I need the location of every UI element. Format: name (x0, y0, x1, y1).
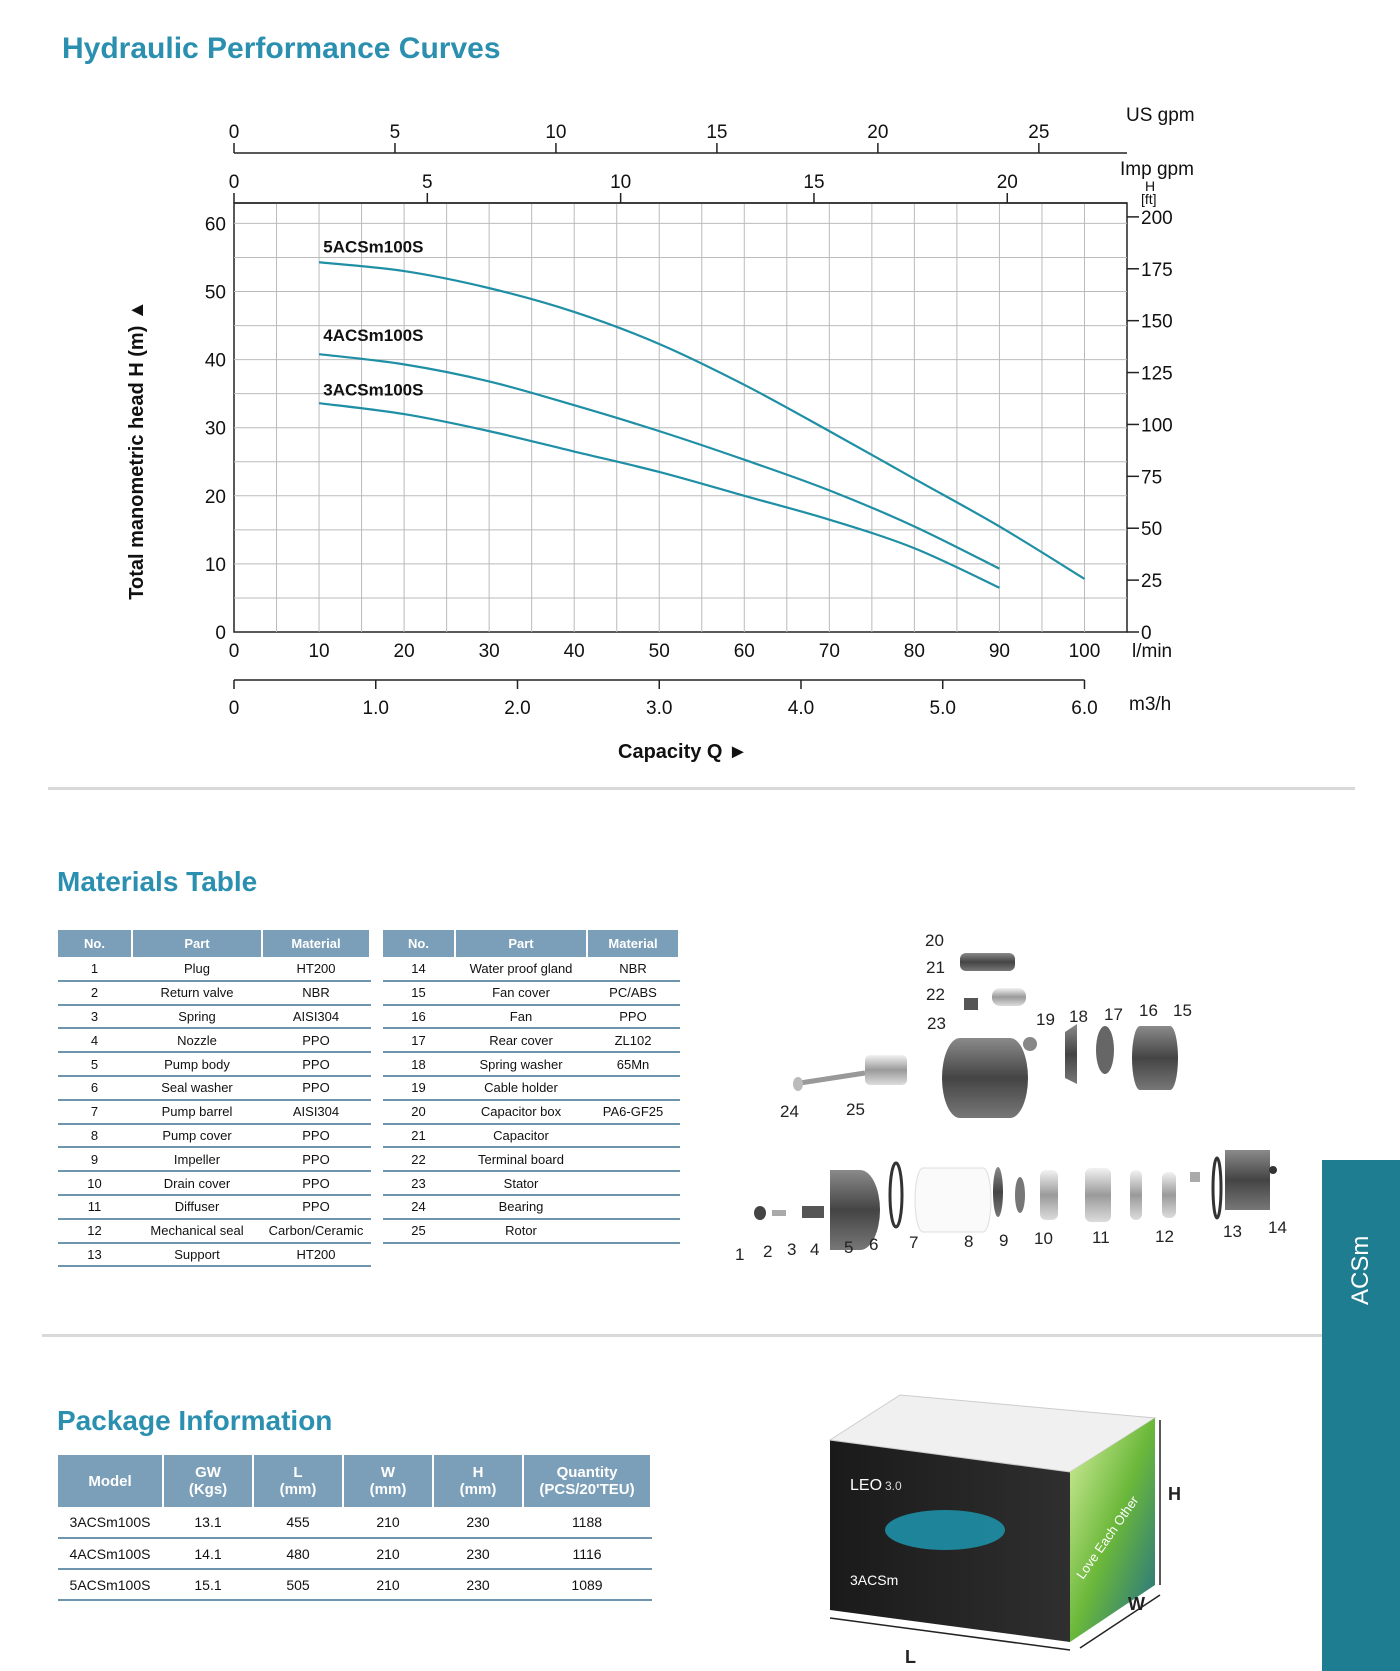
cell-no: 19 (383, 1076, 455, 1100)
table-row (58, 1538, 651, 1569)
table-row (58, 981, 370, 1005)
m3h-tick-label: 3.0 (646, 698, 673, 719)
cell-part: Stator (455, 1171, 587, 1195)
table-row (58, 1171, 370, 1195)
cell-material: PPO (262, 1028, 370, 1052)
box-pump-image (885, 1510, 1005, 1550)
ft-tick-label: 100 (1141, 415, 1173, 437)
cell-part: Fan cover (455, 981, 587, 1005)
pkg-cell: 13.1 (163, 1507, 253, 1538)
pkg-cell: 480 (253, 1538, 343, 1569)
cell-no: 18 (383, 1052, 455, 1076)
part-callout-4: 4 (810, 1240, 820, 1259)
ft-tick-label: 125 (1141, 363, 1173, 385)
x-tick-label: 0 (228, 641, 240, 662)
pkg-cell: 230 (433, 1507, 523, 1538)
materials-table-left (58, 930, 371, 1267)
table-row (58, 1028, 370, 1052)
curves-title: Hydraulic Performance Curves (62, 32, 501, 65)
cell-material: PPO (262, 1195, 370, 1219)
exploded-view-diagram (720, 920, 1287, 1270)
cell-part: Impeller (132, 1147, 262, 1171)
box-slogan: Love Each Other (1073, 1493, 1142, 1582)
pkg-col-header (433, 1455, 523, 1507)
col-header-part: Part (132, 930, 262, 957)
dim-w-label: W (1128, 1594, 1145, 1614)
cell-part: Plug (132, 957, 262, 981)
table-row (383, 1052, 679, 1076)
series-label-4ACSm100S: 4ACSm100S (323, 325, 424, 345)
cell-no: 10 (58, 1171, 132, 1195)
cell-part: Nozzle (132, 1028, 262, 1052)
divider-middle (42, 1334, 1322, 1337)
cell-no: 9 (58, 1147, 132, 1171)
cell-no: 15 (383, 981, 455, 1005)
part-callout-18: 18 (1069, 1007, 1088, 1026)
cell-part: Capacitor (455, 1124, 587, 1148)
rear-cover-shape (1065, 1024, 1077, 1084)
cell-material: 65Mn (587, 1052, 679, 1076)
table-row (383, 981, 679, 1005)
cell-material: PPO (262, 1076, 370, 1100)
cell-part: Bearing (455, 1195, 587, 1219)
col-header-no: No. (58, 930, 132, 957)
cell-material: AISI304 (262, 1100, 370, 1124)
pkg-cell: 230 (433, 1569, 523, 1600)
part-callout-8: 8 (964, 1232, 974, 1251)
us-tick-label: 5 (389, 122, 401, 143)
imp-tick-label: 0 (228, 172, 240, 193)
part-callout-13: 13 (1223, 1222, 1242, 1241)
pkg-cell: 230 (433, 1538, 523, 1569)
series-label-5ACSm100S: 5ACSm100S (323, 237, 424, 257)
cell-material: PPO (262, 1171, 370, 1195)
cell-no: 1 (58, 957, 132, 981)
table-row (58, 1076, 370, 1100)
y-tick-label: 40 (204, 350, 226, 372)
shaft-shape (800, 1073, 865, 1083)
y-tick-label: 50 (204, 282, 226, 304)
pkg-col-header (523, 1455, 651, 1507)
pkg-header-line: (PCS/20'TEU) (539, 1481, 635, 1498)
part-callout-23: 23 (927, 1014, 946, 1033)
mechanical-seal-shape (1190, 1172, 1200, 1182)
cell-no: 24 (383, 1195, 455, 1219)
pump-barrel-shape (915, 1168, 991, 1232)
x-tick-label: 70 (818, 641, 840, 662)
x-tick-label: 60 (733, 641, 755, 662)
table-row (383, 1100, 679, 1124)
imp-tick-label: 20 (996, 172, 1018, 193)
cell-material: PC/ABS (587, 981, 679, 1005)
terminal-board-shape (964, 998, 978, 1010)
pkg-header-line: (mm) (279, 1481, 317, 1498)
cell-no: 7 (58, 1100, 132, 1124)
pkg-header-line: L (293, 1464, 303, 1481)
cell-no: 8 (58, 1124, 132, 1148)
table-row (58, 1243, 370, 1267)
ft-tick-label: 75 (1141, 467, 1163, 489)
cell-no: 21 (383, 1124, 455, 1148)
table-row (383, 957, 679, 981)
pkg-cell: 1116 (523, 1538, 651, 1569)
cell-part: Drain cover (132, 1171, 262, 1195)
package-table (58, 1455, 652, 1601)
table-row (383, 1124, 679, 1148)
us-tick-label: 15 (706, 122, 728, 143)
table-row (58, 1219, 370, 1243)
box-model: 3ACSm (850, 1572, 899, 1588)
package-title: Package Information (57, 1405, 333, 1436)
bearing-shape (793, 1077, 803, 1091)
cell-part: Seal washer (132, 1076, 262, 1100)
x-tick-label: 20 (393, 641, 415, 662)
pkg-header-line: H (472, 1464, 484, 1481)
pkg-cell: 455 (253, 1507, 343, 1538)
gland-shape (1269, 1166, 1277, 1174)
y-tick-label: 60 (204, 214, 226, 236)
capacitor-shape (992, 988, 1026, 1006)
imp-gpm-label: Imp gpm (1120, 159, 1194, 180)
cell-no: 23 (383, 1171, 455, 1195)
pkg-cell: 210 (343, 1538, 433, 1569)
part-callout-5: 5 (844, 1238, 854, 1257)
pkg-header-line: Quantity (556, 1464, 618, 1481)
pkg-cell: 5ACSm100S (58, 1569, 163, 1600)
imp-tick-label: 15 (803, 172, 825, 193)
pkg-cell: 14.1 (163, 1538, 253, 1569)
part-callout-16: 16 (1139, 1001, 1158, 1020)
ft-tick-label: 0 (1141, 623, 1152, 644)
part-callout-19: 19 (1036, 1010, 1055, 1029)
impeller-shape (1015, 1177, 1025, 1213)
pkg-col-header (343, 1455, 433, 1507)
x-unit-m3h: m3/h (1129, 694, 1172, 715)
cell-part: Capacitor box (455, 1100, 587, 1124)
performance-chart (0, 0, 1400, 780)
cell-no: 3 (58, 1005, 132, 1029)
side-tab-label: ACSm (1347, 1235, 1374, 1305)
part-callout-21: 21 (926, 958, 945, 977)
part-callout-7: 7 (909, 1233, 919, 1252)
box-brand: LEO (850, 1477, 883, 1494)
fan-shape (1096, 1026, 1114, 1074)
pkg-cell: 1188 (523, 1507, 651, 1538)
cell-part: Pump body (132, 1052, 262, 1076)
table-row (383, 1076, 679, 1100)
cell-no: 12 (58, 1219, 132, 1243)
part-callout-3: 3 (787, 1240, 797, 1259)
cell-no: 5 (58, 1052, 132, 1076)
x-tick-label: 80 (903, 641, 925, 662)
m3h-tick-label: 4.0 (787, 698, 815, 719)
cell-material: HT200 (262, 1243, 370, 1267)
cell-no: 11 (58, 1195, 132, 1219)
part-callout-15: 15 (1173, 1001, 1192, 1020)
cell-part: Cable holder (455, 1076, 587, 1100)
table-row (383, 1219, 679, 1243)
pkg-cell: 4ACSm100S (58, 1538, 163, 1569)
fan-cover-shape (1132, 1026, 1178, 1090)
rotor-shape (865, 1055, 907, 1085)
cell-material: NBR (587, 957, 679, 981)
part-callout-11: 11 (1092, 1228, 1110, 1247)
x-tick-label: 50 (648, 641, 670, 662)
imp-tick-label: 5 (422, 172, 433, 193)
us-tick-label: 10 (545, 122, 567, 143)
part-callout-10: 10 (1034, 1229, 1053, 1248)
cell-part: Water proof gland (455, 957, 587, 981)
table-row (383, 1171, 679, 1195)
pkg-header-line: Model (88, 1472, 132, 1490)
cell-material: Carbon/Ceramic (262, 1219, 370, 1243)
table-row (383, 1147, 679, 1171)
table-row (58, 1100, 370, 1124)
cell-material (587, 1195, 679, 1219)
cell-no: 16 (383, 1005, 455, 1029)
ft-tick-label: 200 (1141, 207, 1173, 229)
table-row (58, 1052, 370, 1076)
y-axis-label: Total manometric head H (m) ▲ (126, 300, 148, 600)
ft-tick-label: 150 (1141, 311, 1173, 333)
cell-material: NBR (262, 981, 370, 1005)
table-row (58, 1005, 370, 1029)
pkg-header-line: (Kgs) (188, 1481, 228, 1498)
pkg-cell: 210 (343, 1569, 433, 1600)
divider-top (48, 787, 1355, 790)
table-row (58, 1124, 370, 1148)
nozzle-shape (802, 1206, 824, 1218)
dim-l-label: L (905, 1647, 916, 1667)
pkg-cell: 1089 (523, 1569, 651, 1600)
drain-cover-shape (1040, 1170, 1058, 1220)
part-callout-14: 14 (1268, 1218, 1287, 1237)
col-header-material: Material (262, 930, 370, 957)
seal-ring-shape (1213, 1158, 1221, 1218)
part-callout-6: 6 (869, 1235, 879, 1254)
cell-material (587, 1124, 679, 1148)
table-row (58, 957, 370, 981)
part-callout-17: 17 (1104, 1005, 1123, 1024)
m3h-tick-label: 2.0 (504, 698, 531, 719)
cell-part: Spring (132, 1005, 262, 1029)
part-callout-22: 22 (926, 985, 945, 1004)
imp-tick-label: 10 (610, 172, 632, 193)
capacitor-box-shape (960, 953, 1015, 971)
col-header-no: No. (383, 930, 455, 957)
us-tick-label: 25 (1028, 122, 1050, 143)
pkg-cell: 210 (343, 1507, 433, 1538)
table-row (383, 1195, 679, 1219)
cell-part: Return valve (132, 981, 262, 1005)
cell-part: Terminal board (455, 1147, 587, 1171)
materials-title: Materials Table (57, 866, 258, 897)
cell-no: 4 (58, 1028, 132, 1052)
part-callout-9: 9 (999, 1231, 1009, 1250)
m3h-tick-label: 1.0 (362, 698, 389, 719)
cell-no: 25 (383, 1219, 455, 1243)
y-tick-label: 20 (204, 486, 226, 508)
cell-part: Pump cover (132, 1124, 262, 1148)
cell-material: PPO (262, 1147, 370, 1171)
materials-table-right (383, 930, 680, 1244)
part-callout-1: 1 (735, 1245, 745, 1264)
ft-label-unit: [ft] (1141, 191, 1157, 207)
table-row (58, 1195, 370, 1219)
pkg-header-line: (mm) (369, 1481, 407, 1498)
pkg-header-line: W (380, 1464, 396, 1481)
part-callout-2: 2 (763, 1242, 773, 1261)
cell-material: AISI304 (262, 1005, 370, 1029)
stator-shape (942, 1038, 1028, 1118)
ft-label-h: H (1145, 178, 1156, 194)
y-tick-label: 0 (215, 623, 226, 644)
pkg-col-header (253, 1455, 343, 1507)
cell-part: Rotor (455, 1219, 587, 1243)
m3h-tick-label: 6.0 (1071, 698, 1098, 719)
pkg-col-header (163, 1455, 253, 1507)
table-row (58, 1147, 370, 1171)
cell-material (587, 1147, 679, 1171)
cell-material: PPO (587, 1005, 679, 1029)
x-tick-label: 100 (1068, 641, 1101, 662)
cell-part: Fan (455, 1005, 587, 1029)
part-callout-25: 25 (846, 1100, 865, 1119)
ft-tick-label: 25 (1141, 571, 1163, 593)
x-tick-label: 40 (563, 641, 585, 662)
cell-no: 13 (58, 1243, 132, 1267)
cell-material: HT200 (262, 957, 370, 981)
table-row (383, 1005, 679, 1029)
cell-part: Diffuser (132, 1195, 262, 1219)
col-header-material: Material (587, 930, 679, 957)
cell-material (587, 1171, 679, 1195)
cell-material: PPO (262, 1124, 370, 1148)
table-row (58, 1507, 651, 1538)
cell-part: Spring washer (455, 1052, 587, 1076)
cell-part: Pump barrel (132, 1100, 262, 1124)
x-tick-label: 90 (988, 641, 1010, 662)
pump-cover-shape (993, 1167, 1003, 1217)
support-shape (1225, 1150, 1270, 1210)
us-tick-label: 0 (228, 122, 240, 143)
m3h-tick-label: 0 (228, 698, 240, 719)
cell-material (587, 1219, 679, 1243)
box-brand-version: 3.0 (885, 1479, 902, 1493)
m3h-tick-label: 5.0 (929, 698, 956, 719)
x-tick-label: 30 (478, 641, 500, 662)
pkg-cell: 15.1 (163, 1569, 253, 1600)
cell-part: Mechanical seal (132, 1219, 262, 1243)
ft-tick-label: 50 (1141, 519, 1163, 541)
diffuser-shape-3 (1162, 1172, 1176, 1218)
cell-part: Rear cover (455, 1028, 587, 1052)
cell-no: 17 (383, 1028, 455, 1052)
product-box-illustration (800, 1380, 1200, 1670)
us-tick-label: 20 (867, 122, 889, 143)
cell-material: ZL102 (587, 1028, 679, 1052)
diffuser-shape-2 (1130, 1170, 1142, 1220)
us-gpm-label: US gpm (1126, 105, 1195, 126)
part-callout-24: 24 (780, 1102, 799, 1121)
part-callout-12: 12 (1155, 1227, 1174, 1246)
col-header-part: Part (455, 930, 587, 957)
cable-holder-shape (1023, 1037, 1037, 1051)
table-row (58, 1569, 651, 1600)
series-label-3ACSm100S: 3ACSm100S (323, 380, 424, 400)
return-valve-shape (772, 1210, 786, 1216)
y-tick-label: 30 (204, 418, 226, 440)
y-tick-label: 10 (204, 554, 226, 576)
pkg-col-header (58, 1455, 163, 1507)
seal-washer-shape (890, 1163, 902, 1227)
cell-no: 14 (383, 957, 455, 981)
part-callout-20: 20 (925, 931, 944, 950)
cell-material (587, 1076, 679, 1100)
cell-material: PPO (262, 1052, 370, 1076)
x-unit-lmin: l/min (1132, 641, 1173, 662)
dim-h-label: H (1168, 1484, 1181, 1504)
diffuser-shape-1 (1085, 1168, 1111, 1222)
x-axis-label: Capacity Q ► (618, 741, 748, 763)
cell-no: 22 (383, 1147, 455, 1171)
cell-no: 2 (58, 981, 132, 1005)
cell-part: Support (132, 1243, 262, 1267)
cell-no: 20 (383, 1100, 455, 1124)
pkg-cell: 505 (253, 1569, 343, 1600)
plug-shape (754, 1206, 766, 1220)
cell-material: PA6-GF25 (587, 1100, 679, 1124)
pkg-header-line: GW (195, 1464, 221, 1481)
table-row (383, 1028, 679, 1052)
pkg-header-line: (mm) (459, 1481, 497, 1498)
x-tick-label: 10 (308, 641, 330, 662)
ft-tick-label: 175 (1141, 259, 1173, 281)
cell-no: 6 (58, 1076, 132, 1100)
pkg-cell: 3ACSm100S (58, 1507, 163, 1538)
